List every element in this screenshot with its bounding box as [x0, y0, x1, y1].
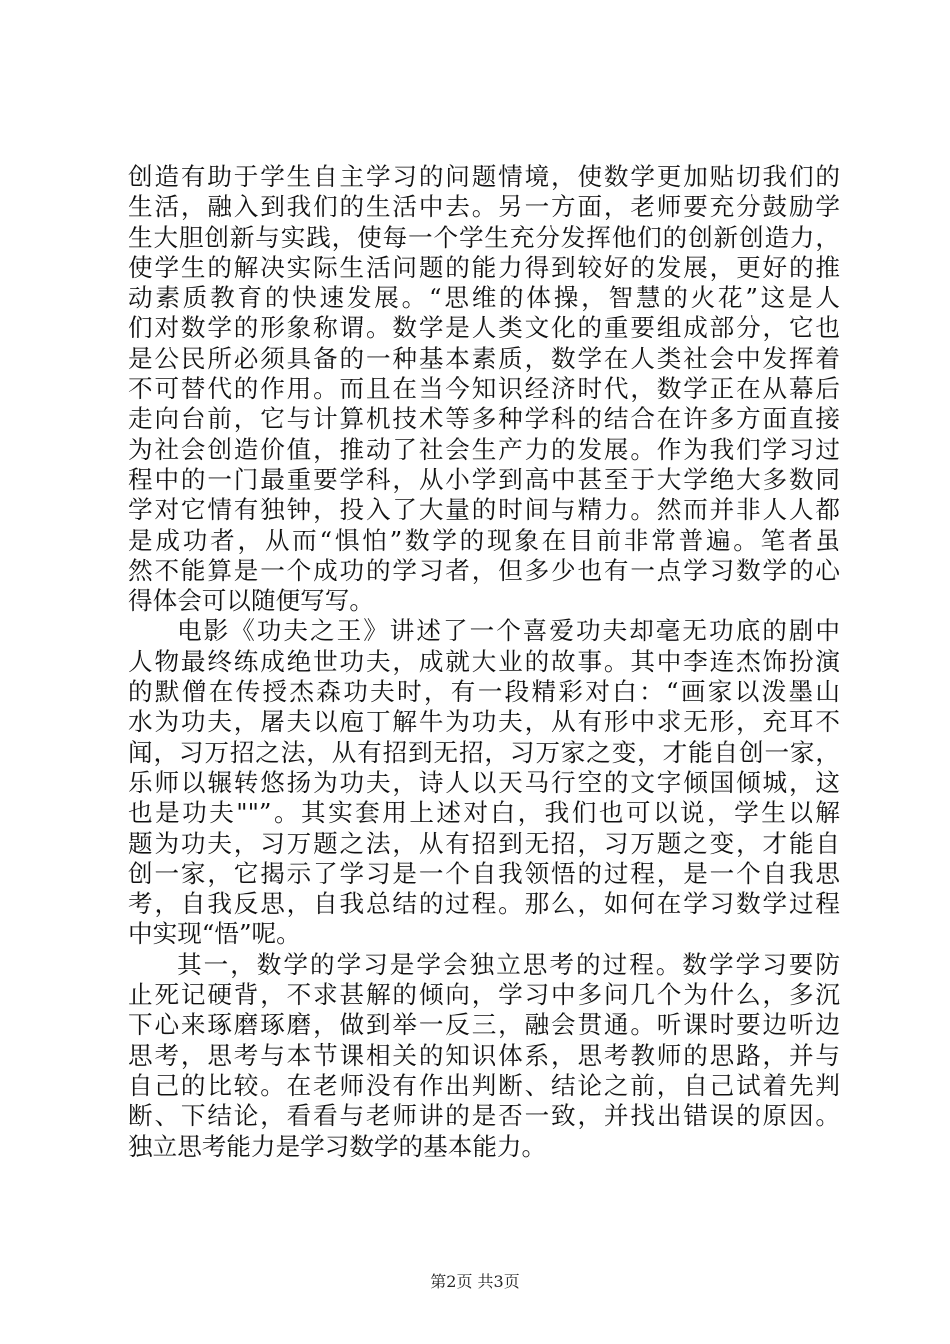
text-line: 使学生的解决实际生活问题的能力得到较好的发展，更好的推	[128, 252, 840, 282]
text-line: 是成功者，从而“惧怕”数学的现象在目前非常普遍。笔者虽	[128, 525, 840, 555]
text-line: 电影《功夫之王》讲述了一个喜爱功夫却毫无功底的剧中	[177, 616, 840, 646]
text-line: 独立思考能力是学习数学的基本能力。	[128, 1131, 547, 1161]
page-number-footer: 第2页 共3页	[430, 1272, 520, 1291]
text-line: 人物最终练成绝世功夫，成就大业的故事。其中李连杰饰扮演	[128, 646, 840, 676]
text-line: 思考，思考与本节课相关的知识体系，思考教师的思路，并与	[128, 1040, 840, 1070]
text-line: 们对数学的形象称谓。数学是人类文化的重要组成部分，它也	[128, 313, 840, 343]
text-line: 走向台前，它与计算机技术等多种学科的结合在许多方面直接	[128, 404, 840, 434]
text-line: 然不能算是一个成功的学习者，但多少也有一点学习数学的心	[128, 555, 840, 585]
text-line: 水为功夫，屠夫以庖丁解牛为功夫，从有形中求无形，充耳不	[128, 707, 840, 737]
text-line: 自己的比较。在老师没有作出判断、结论之前，自己试着先判	[128, 1070, 840, 1100]
text-line: 止死记硬背，不求甚解的倾向，学习中多问几个为什么，多沉	[128, 980, 840, 1010]
text-line: 动素质教育的快速发展。“思维的体操，智慧的火花”这是人	[128, 283, 840, 313]
text-line: 下心来琢磨琢磨，做到举一反三，融会贯通。听课时要边听边	[128, 1010, 840, 1040]
paragraph-2	[128, 616, 840, 949]
text-line: 得体会可以随便写写。	[128, 586, 374, 616]
text-line: 考，自我反思，自我总结的过程。那么，如何在学习数学过程	[128, 889, 840, 919]
text-line: 学对它情有独钟，投入了大量的时间与精力。然而并非人人都	[128, 495, 840, 525]
text-line: 创一家，它揭示了学习是一个自我领悟的过程，是一个自我思	[128, 858, 840, 888]
paragraph-1	[128, 162, 840, 616]
text-line: 乐师以辗转悠扬为功夫，诗人以天马行空的文字倾国倾城，这	[128, 767, 840, 797]
text-line: 生大胆创新与实践，使每一个学生充分发挥他们的创新创造力，	[128, 222, 840, 252]
text-line: 也是功夫""”。其实套用上述对白，我们也可以说，学生以解	[128, 798, 840, 828]
text-line: 不可替代的作用。而且在当今知识经济时代，数学正在从幕后	[128, 374, 840, 404]
text-line: 断、下结论，看看与老师讲的是否一致，并找出错误的原因。	[128, 1101, 840, 1131]
text-line: 为社会创造价值，推动了社会生产力的发展。作为我们学习过	[128, 434, 840, 464]
text-line: 其一，数学的学习是学会独立思考的过程。数学学习要防	[177, 949, 840, 979]
text-line: 题为功夫，习万题之法，从有招到无招，习万题之变，才能自	[128, 828, 840, 858]
text-line: 创造有助于学生自主学习的问题情境，使数学更加贴切我们的	[128, 162, 840, 191]
text-line: 生活，融入到我们的生活中去。另一方面，老师要充分鼓励学	[128, 192, 840, 222]
document-body	[128, 162, 840, 1162]
text-line: 是公民所必须具备的一种基本素质，数学在人类社会中发挥着	[128, 343, 840, 373]
text-line: 闻，习万招之法，从有招到无招，习万家之变，才能自创一家，	[128, 737, 840, 767]
text-line: 的默僧在传授杰森功夫时，有一段精彩对白：“画家以泼墨山	[128, 677, 840, 707]
text-line: 程中的一门最重要学科，从小学到高中甚至于大学绝大多数同	[128, 464, 840, 494]
text-line: 中实现“悟”呢。	[128, 919, 301, 949]
paragraph-3	[128, 950, 840, 1162]
